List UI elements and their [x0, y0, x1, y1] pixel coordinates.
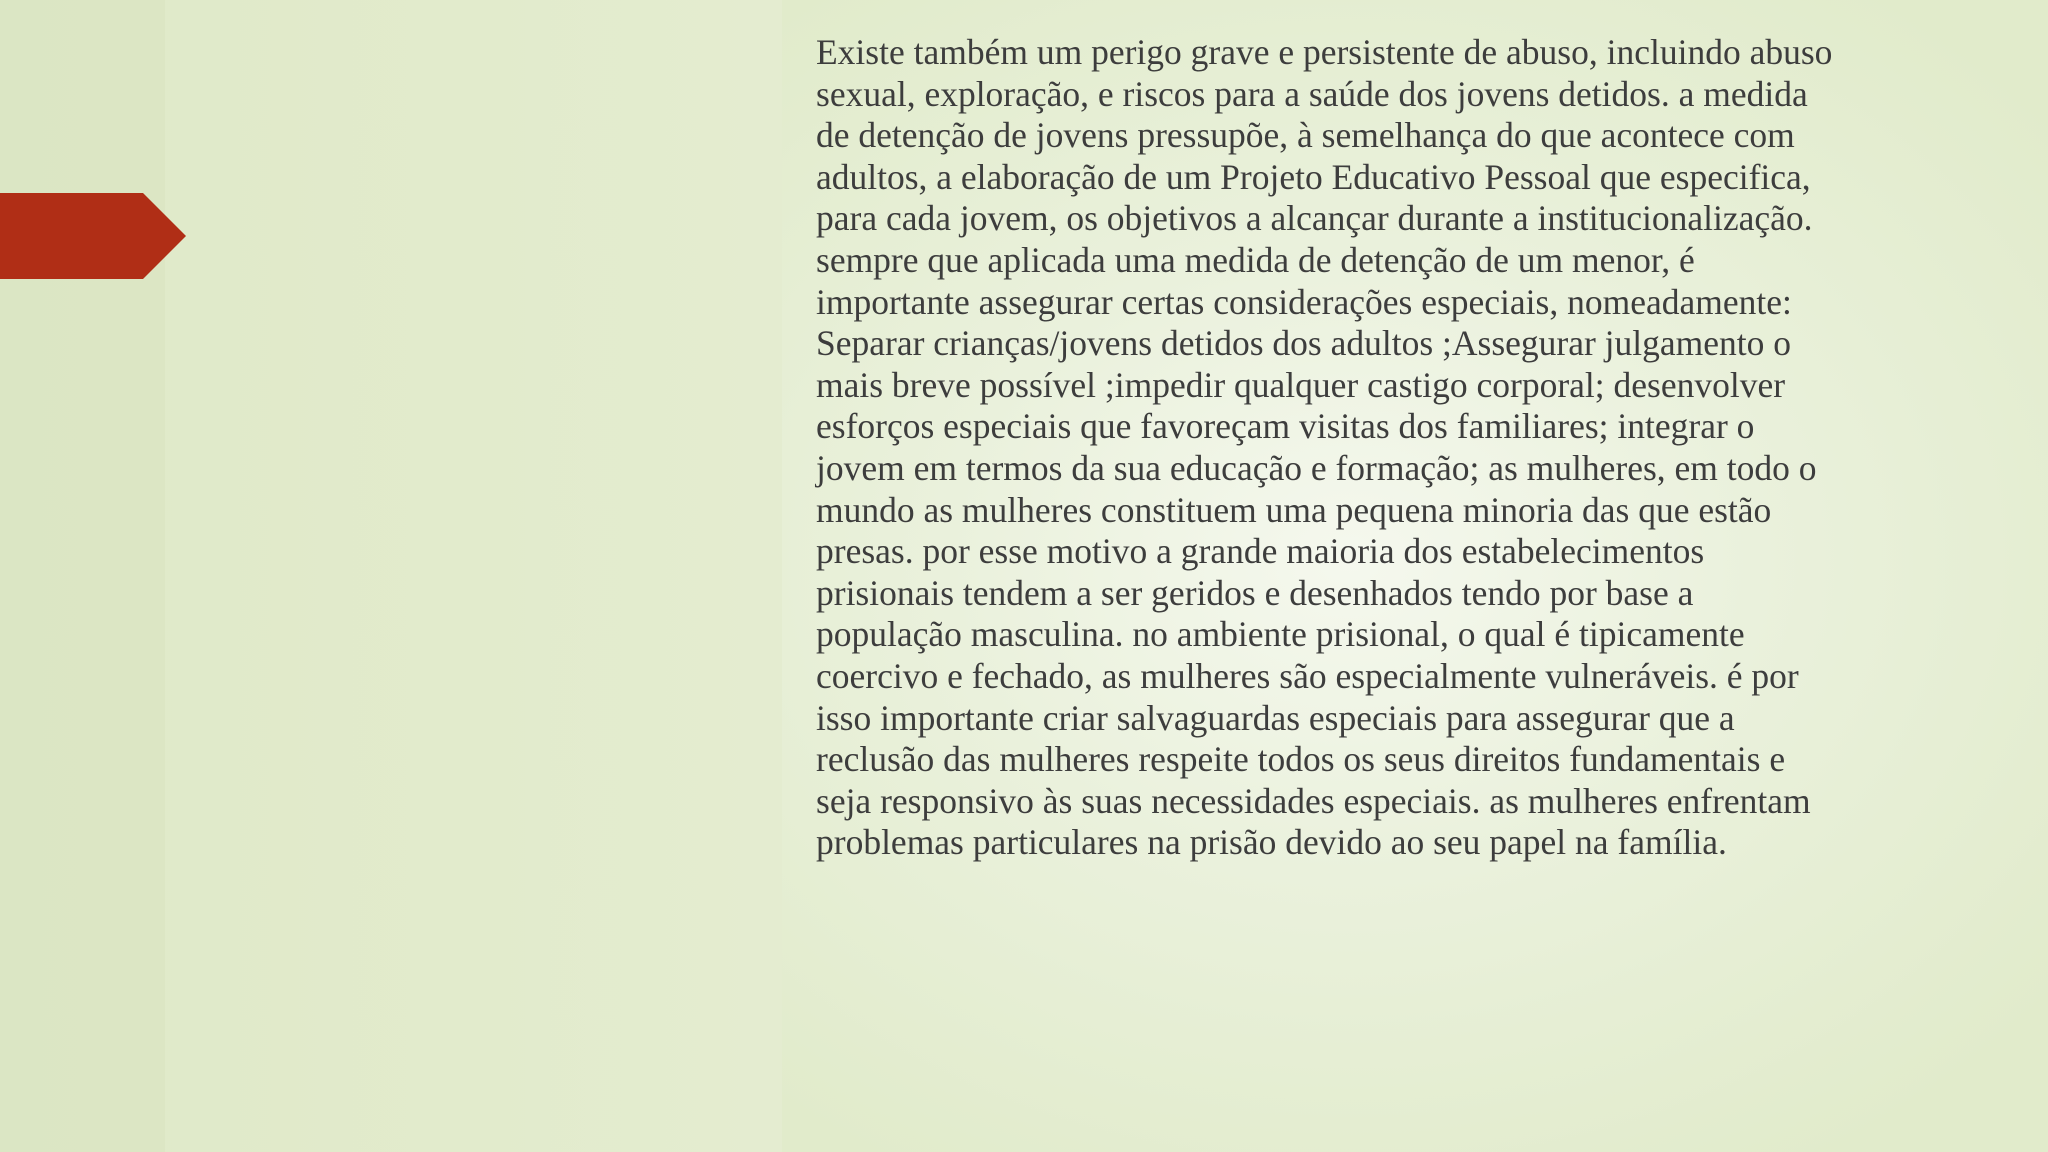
slide-body-text: Existe também um perigo grave e persistente de abuso, incluindo abuso sexual, exploração, e riscos para a saúde dos jovens detidos. a medida de detenção de jovens pressupõe, à semelhança do que acontece com adultos, a elaboração de um Projeto Educativo Pessoal que especifica, para cada jovem, os objetivos a alcançar durante a institucionalização. sempre que aplicada uma medida de detenção de um menor, é importante assegurar certas considerações especiais, nomeadamente: Separar crianças/jovens detidos dos adultos ;Assegurar julgamento o mais breve possível ;impedir qualquer castigo corporal; desenvolver esforços especiais que favoreçam visitas dos familiares; integrar o jovem em termos da sua educação e formação; as mulheres, em todo o mundo as mulheres constituem uma pequena minoria das que estão presas. por esse motivo a grande maioria dos estabelecimentos prisionais tendem a ser geridos e desenhados tendo por base a população masculina. no ambiente prisional, o qual é tipicamente coercivo e fechado, as mulheres são especialmente vulneráveis. é por isso importante criar salvaguardas especiais para assegurar que a reclusão das mulheres respeite todos os seus direitos fundamentais e seja responsivo às suas necessidades especiais. as mulheres enfrentam problemas particulares na prisão devido ao seu papel na família. [816, 32, 1833, 863]
left-side-panel [0, 0, 782, 1152]
pentagon-arrow-tag-icon [0, 193, 186, 279]
arrow-tag-shape [0, 193, 186, 279]
left-edge-band [0, 0, 165, 1152]
